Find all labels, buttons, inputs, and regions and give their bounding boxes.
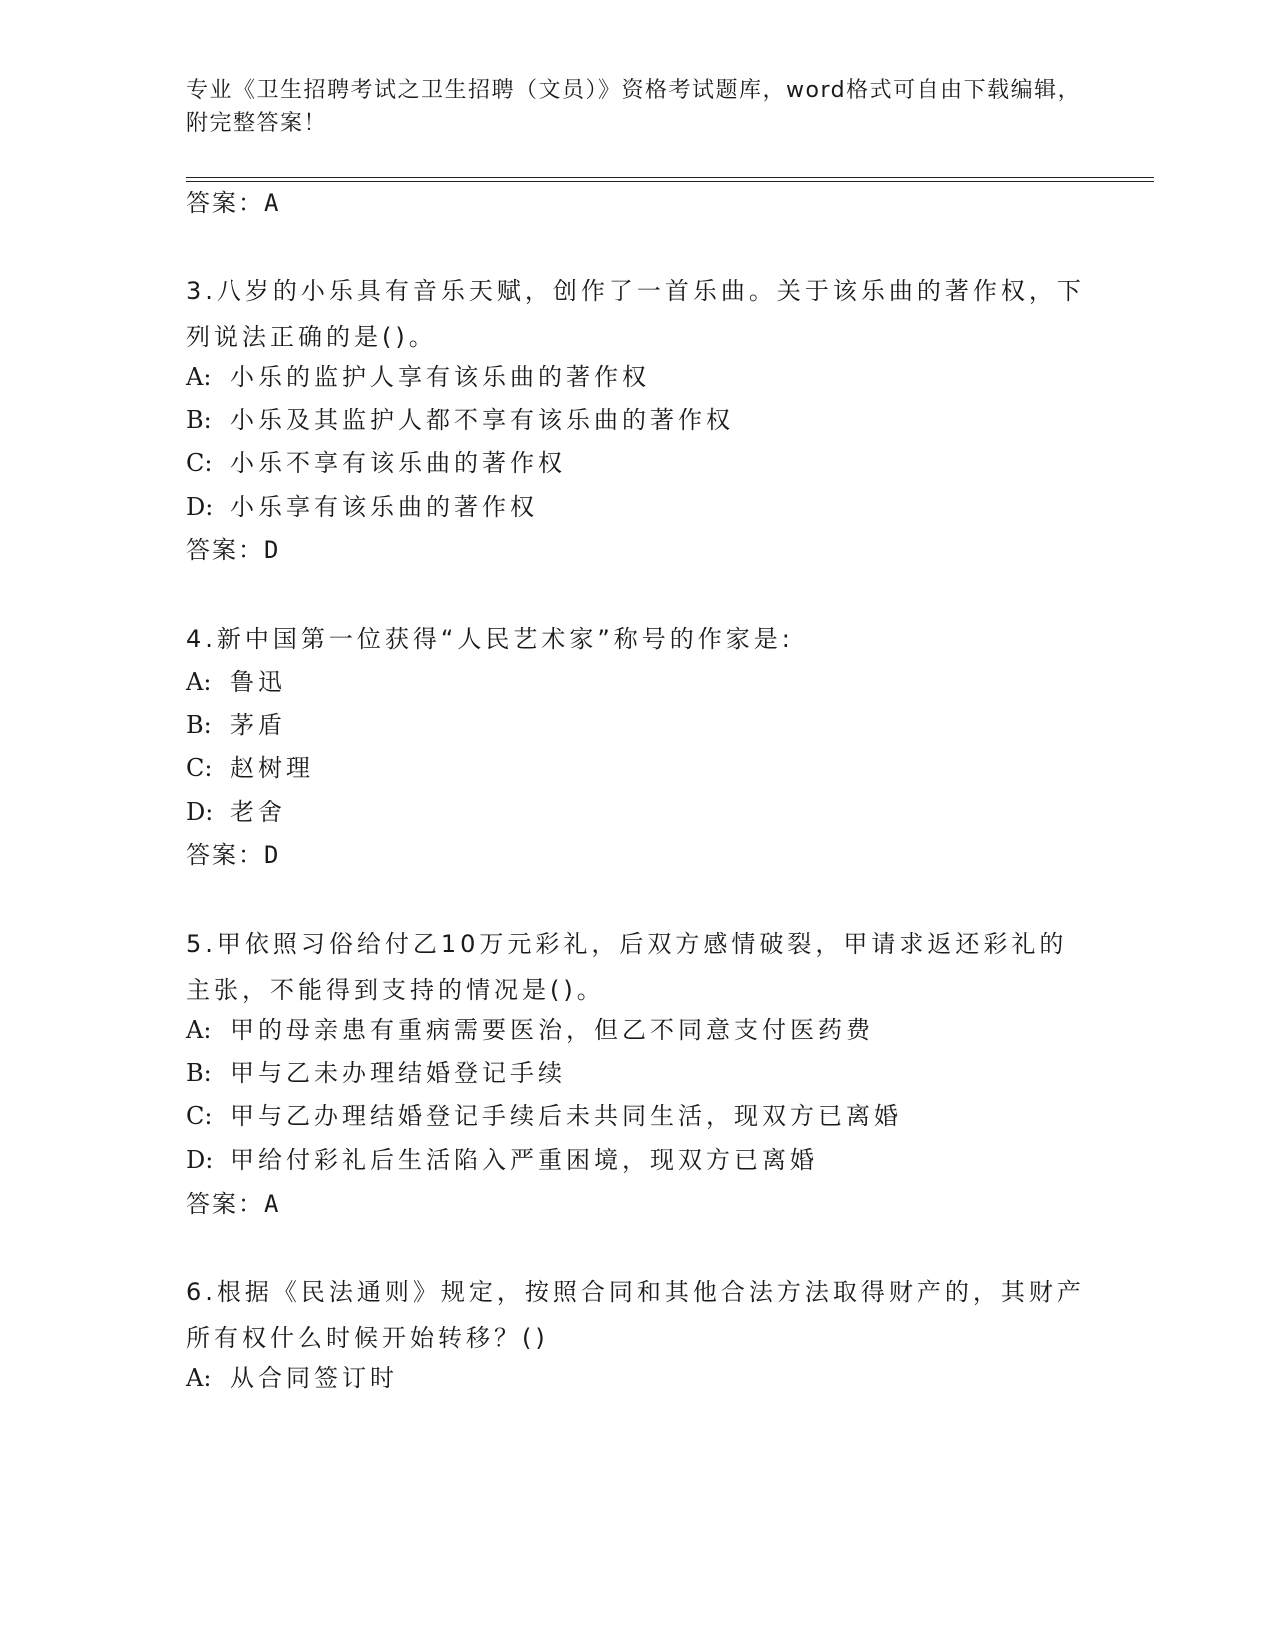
header-divider <box>186 177 1154 178</box>
option-text: 甲与乙办理结婚登记手续后未共同生活，现双方已离婚 <box>230 1102 902 1130</box>
option-text: 茅盾 <box>230 711 286 739</box>
option-a <box>186 666 286 698</box>
answer-line <box>186 1188 280 1220</box>
option-text: 甲的母亲患有重病需要医治，但乙不同意支付医药费 <box>230 1016 874 1044</box>
option-key: A: <box>186 363 212 391</box>
option-text: 从合同签订时 <box>230 1364 398 1392</box>
option-text: 鲁迅 <box>230 668 286 696</box>
option-text: 小乐享有该乐曲的著作权 <box>230 493 538 521</box>
option-key: A: <box>186 1016 212 1044</box>
question-stem: 4.新中国第一位获得“人民艺术家”称号的作家是: <box>186 625 794 653</box>
option-c <box>186 447 566 479</box>
option-key: B: <box>186 1059 212 1087</box>
option-b <box>186 709 286 741</box>
option-text: 小乐的监护人享有该乐曲的著作权 <box>230 363 650 391</box>
option-key: A: <box>186 668 212 696</box>
answer-value: A <box>264 1190 281 1218</box>
answer-line <box>186 839 280 871</box>
option-key: C: <box>186 1102 213 1130</box>
answer-label: 答案： <box>186 841 264 869</box>
option-text: 甲与乙未办理结婚登记手续 <box>230 1059 566 1087</box>
option-d <box>186 796 286 828</box>
answer-line <box>186 187 280 219</box>
document-header: 专业《卫生招聘考试之卫生招聘（文员）》资格考试题库，word格式可自由下载编辑，附完整答案！ <box>186 78 1082 136</box>
option-key: D: <box>186 798 214 826</box>
option-text: 小乐不享有该乐曲的著作权 <box>230 449 566 477</box>
option-d <box>186 1144 818 1176</box>
option-a <box>186 1362 398 1394</box>
header-divider-secondary <box>186 181 1154 182</box>
option-text: 小乐及其监护人都不享有该乐曲的著作权 <box>230 406 734 434</box>
option-b <box>186 1057 566 1089</box>
option-c <box>186 1100 902 1132</box>
answer-value: D <box>264 536 281 564</box>
option-text: 甲给付彩礼后生活陷入严重困境，现双方已离婚 <box>230 1146 818 1174</box>
option-a <box>186 361 650 393</box>
option-key: C: <box>186 449 213 477</box>
option-text: 赵树理 <box>230 754 314 782</box>
question-stem: 3.八岁的小乐具有音乐天赋，创作了一首乐曲。关于该乐曲的著作权，下列说法正确的是()。 <box>186 277 1085 351</box>
answer-value: D <box>264 841 281 869</box>
option-d <box>186 491 538 523</box>
option-text: 老舍 <box>230 798 286 826</box>
option-key: C: <box>186 754 213 782</box>
answer-value: A <box>264 189 281 217</box>
answer-line <box>186 534 280 566</box>
option-a <box>186 1014 874 1046</box>
option-b <box>186 404 734 436</box>
option-key: B: <box>186 406 212 434</box>
question-stem: 6.根据《民法通则》规定，按照合同和其他合法方法取得财产的，其财产所有权什么时候开始转移？() <box>186 1278 1085 1352</box>
option-c <box>186 752 314 784</box>
option-key: A: <box>186 1364 212 1392</box>
option-key: B: <box>186 711 212 739</box>
option-key: D: <box>186 1146 214 1174</box>
option-key: D: <box>186 493 214 521</box>
question-stem: 5.甲依照习俗给付乙10万元彩礼，后双方感情破裂，甲请求返还彩礼的主张，不能得到支持的情况是()。 <box>186 930 1068 1004</box>
answer-label: 答案： <box>186 189 264 217</box>
answer-label: 答案： <box>186 1190 264 1218</box>
answer-label: 答案： <box>186 536 264 564</box>
